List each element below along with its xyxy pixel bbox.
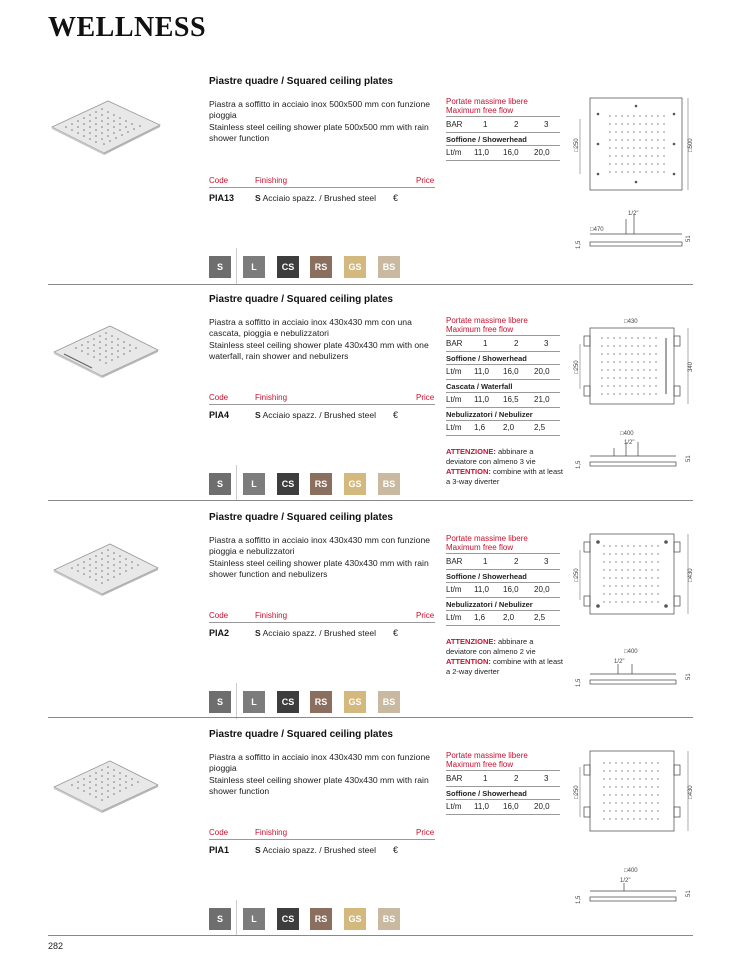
finish-text: S Acciaio spazz. / Brushed steel <box>255 410 376 420</box>
product-title: Piastre quadre / Squared ceiling plates <box>209 729 393 740</box>
plate-image <box>48 538 163 608</box>
product-desc-en: Stainless steel ceiling shower plate 430x430 mm with rain shower function <box>209 775 429 796</box>
swatch-gs[interactable]: GS <box>344 473 366 495</box>
dim-elev-w: □400 <box>624 868 638 874</box>
page-number: 282 <box>48 941 64 951</box>
product-desc-it: Piastra a soffitto in acciaio inox 430x430 mm con funzione pioggia e nebulizzatori <box>209 535 431 556</box>
finish-text: S Acciaio spazz. / Brushed steel <box>255 628 376 638</box>
swatch-l[interactable]: L <box>243 691 265 713</box>
dim-pipe: 1/2" <box>628 211 639 217</box>
product-section-pia1 <box>48 725 693 935</box>
swatch-rs[interactable]: RS <box>310 473 332 495</box>
technical-drawing <box>568 530 693 700</box>
section-divider <box>48 717 693 718</box>
swatch-bs[interactable]: BS <box>378 691 400 713</box>
swatch-rs[interactable]: RS <box>310 691 332 713</box>
swatch-cs[interactable]: CS <box>277 473 299 495</box>
swatch-cs[interactable]: CS <box>277 908 299 930</box>
product-desc-en: Stainless steel ceiling shower plate 500x500 mm with rain shower function <box>209 122 429 143</box>
divider <box>209 622 435 623</box>
code-header: Code <box>209 611 229 620</box>
product-title: Piastre quadre / Squared ceiling plates <box>209 512 393 523</box>
flow-table: Portate massime libere Maximum free flow BAR 1 2 3 Soffione / Showerhead Lt/m 11,0 16,0 20,0 <box>446 97 560 115</box>
plate-image <box>48 755 163 825</box>
price-value: € <box>393 628 399 638</box>
product-code: PIA2 <box>209 628 230 638</box>
product-desc-it: Piastra a soffitto in acciaio inox 430x430 mm con funzione pioggia <box>209 752 431 773</box>
swatch-gs[interactable]: GS <box>344 691 366 713</box>
price-value: € <box>393 845 399 855</box>
swatch-s[interactable]: S <box>209 256 231 278</box>
dim-pipe: 1/2" <box>614 659 625 665</box>
plate-image <box>48 97 163 172</box>
product-code: PIA4 <box>209 410 230 420</box>
technical-drawing <box>568 747 693 917</box>
product-desc-en: Stainless steel ceiling shower plate 430x430 mm with rain shower function and nebulizers <box>209 558 429 579</box>
dim-elev-h1: 1,5 <box>576 895 582 904</box>
divider <box>209 839 435 840</box>
product-section-pia13 <box>48 72 693 282</box>
flow-table: Portate massime libere Maximum free flow BAR 1 2 3 Soffione / Showerhead Lt/m 11,0 16,0 20,0 Cascata / Waterfall Lt/m 11,0 16,5 21,0 Nebulizzatori / Nebulizer Lt/m 1,6 2,0 2,5 <box>446 316 560 334</box>
dim-inner: □250 <box>574 360 580 374</box>
swatch-l[interactable]: L <box>243 256 265 278</box>
dim-inner: □250 <box>574 138 580 152</box>
finishing-header: Finishing <box>255 611 288 620</box>
dim-side: 340 <box>688 361 694 372</box>
finishing-header: Finishing <box>255 828 288 837</box>
warning-note: ATTENZIONE: abbinare a deviatore con almeno 3 vie ATTENTION: combine with at least a 3-way diverter <box>446 447 563 486</box>
price-value: € <box>393 193 399 203</box>
divider <box>209 187 435 188</box>
swatch-s[interactable]: S <box>209 473 231 495</box>
technical-drawing <box>568 94 693 269</box>
swatch-s[interactable]: S <box>209 691 231 713</box>
dim-elev-h1: 1,5 <box>576 678 582 687</box>
product-section-pia4 <box>48 290 693 500</box>
dim-inner: □250 <box>574 785 580 799</box>
swatch-cs[interactable]: CS <box>277 691 299 713</box>
page-title: WELLNESS <box>48 12 207 43</box>
footer-divider <box>48 935 693 936</box>
section-divider <box>48 500 693 501</box>
product-code: PIA13 <box>209 193 235 203</box>
swatch-gs[interactable]: GS <box>344 908 366 930</box>
price-header: Price <box>416 828 435 837</box>
dim-elev-w: □400 <box>624 649 638 655</box>
plate-image <box>48 320 163 390</box>
product-section-pia2 <box>48 508 693 718</box>
swatch-cs[interactable]: CS <box>277 256 299 278</box>
finishing-header: Finishing <box>255 176 288 185</box>
finishing-header: Finishing <box>255 393 288 402</box>
dim-side: □430 <box>688 568 694 582</box>
swatch-l[interactable]: L <box>243 473 265 495</box>
finish-text: S Acciaio spazz. / Brushed steel <box>255 845 376 855</box>
flow-table: Portate massime libere Maximum free flow BAR 1 2 3 Soffione / Showerhead Lt/m 11,0 16,0 20,0 <box>446 751 560 769</box>
divider <box>209 404 435 405</box>
swatch-rs[interactable]: RS <box>310 256 332 278</box>
dim-elev-h1: 1,5 <box>576 240 582 249</box>
swatch-gs[interactable]: GS <box>344 256 366 278</box>
price-value: € <box>393 410 399 420</box>
dim-side: □500 <box>688 138 694 152</box>
dim-elev-h2: 51 <box>686 890 692 897</box>
technical-drawing <box>568 314 693 489</box>
price-header: Price <box>416 393 435 402</box>
flow-table: Portate massime libere Maximum free flow BAR 1 2 3 Soffione / Showerhead Lt/m 11,0 16,0 20,0 Nebulizzatori / Nebulizer Lt/m 1,6 2,0 2,5 <box>446 534 560 552</box>
dim-elev-h1: 1,5 <box>576 460 582 469</box>
price-header: Price <box>416 611 435 620</box>
dim-pipe: 1/2" <box>620 878 631 884</box>
swatch-l[interactable]: L <box>243 908 265 930</box>
product-desc-it: Piastra a soffitto in acciaio inox 500x500 mm con funzione pioggia <box>209 99 431 120</box>
product-title: Piastre quadre / Squared ceiling plates <box>209 294 393 305</box>
swatch-bs[interactable]: BS <box>378 256 400 278</box>
product-desc-en: Stainless steel ceiling shower plate 430x430 mm with one waterfall, rain shower and nebulizers <box>209 340 429 361</box>
finish-text: S Acciaio spazz. / Brushed steel <box>255 193 376 203</box>
product-title: Piastre quadre / Squared ceiling plates <box>209 76 393 87</box>
swatch-s[interactable]: S <box>209 908 231 930</box>
price-header: Price <box>416 176 435 185</box>
dim-side: □430 <box>688 785 694 799</box>
dim-elev-w: □400 <box>620 431 634 437</box>
warning-note: ATTENZIONE: abbinare a deviatore con almeno 2 vie ATTENTION: combine with at least a 2-way diverter <box>446 637 563 676</box>
dim-pipe: 1/2" <box>624 440 635 446</box>
product-code: PIA1 <box>209 845 230 855</box>
code-header: Code <box>209 828 229 837</box>
section-divider <box>48 284 693 285</box>
code-header: Code <box>209 393 229 402</box>
dim-elev-h2: 51 <box>686 455 692 462</box>
dim-elev-h2: 51 <box>686 235 692 242</box>
swatch-bs[interactable]: BS <box>378 473 400 495</box>
dim-elev-w: □470 <box>590 227 604 233</box>
swatch-rs[interactable]: RS <box>310 908 332 930</box>
product-desc-it: Piastra a soffitto in acciaio inox 430x430 mm con una cascata, pioggia e nebulizzatori <box>209 317 412 338</box>
dim-elev-h2: 51 <box>686 673 692 680</box>
dim-inner: □250 <box>574 568 580 582</box>
swatch-bs[interactable]: BS <box>378 908 400 930</box>
code-header: Code <box>209 176 229 185</box>
dim-top: □430 <box>624 319 638 325</box>
